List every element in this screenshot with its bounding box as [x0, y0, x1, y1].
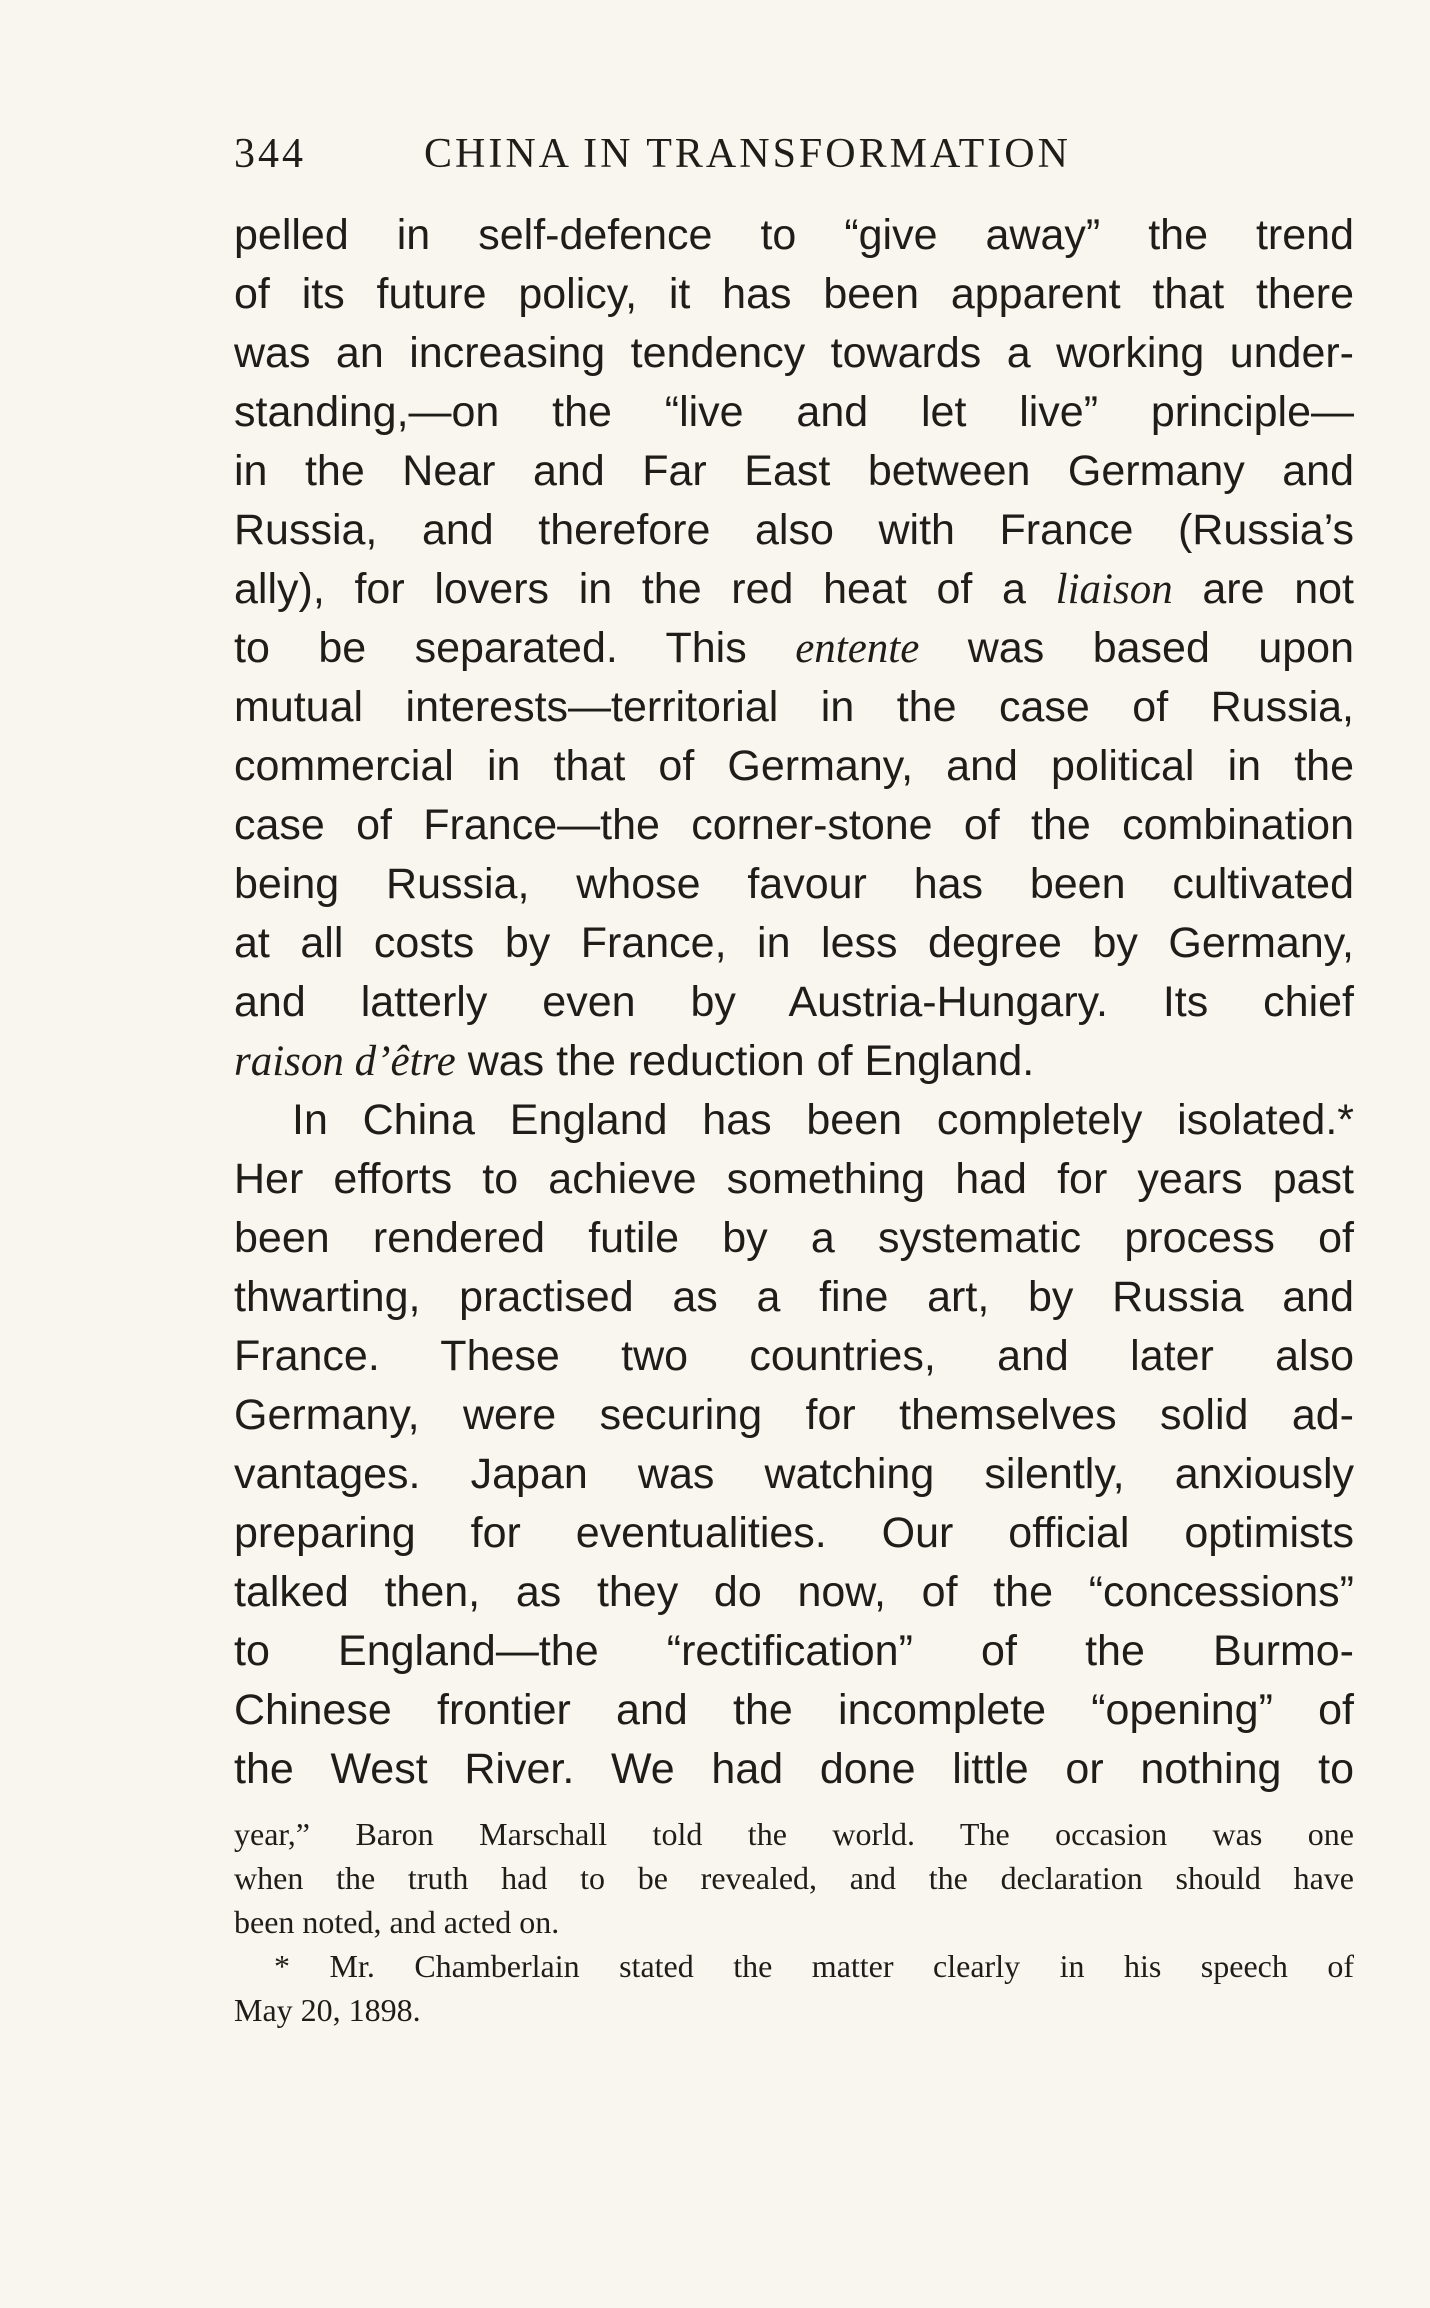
page-number: 344: [234, 131, 306, 177]
paragraph-start-line: In China England has been completely isolated.*: [292, 1096, 1354, 1144]
body-text: [234, 206, 1354, 1799]
footnote-line: when the truth had to be revealed, and the declaration should have: [234, 1860, 1354, 1896]
body-line: talked then, as they do now, of the “concessions”: [234, 1568, 1354, 1616]
text-run: was based upon: [919, 624, 1354, 672]
body-line: [234, 560, 1354, 619]
body-line: vantages. Japan was watching silently, anxiously: [234, 1450, 1354, 1498]
body-line: [234, 1032, 1354, 1091]
body-line: been rendered futile by a systematic process of: [234, 1214, 1354, 1262]
body-line: standing,—on the “live and let live” principle—: [234, 388, 1354, 436]
body-line: Her efforts to achieve something had for years past: [234, 1155, 1354, 1203]
body-line: mutual interests—territorial in the case of Russia,: [234, 683, 1354, 731]
body-line: Chinese frontier and the incomplete “opening” of: [234, 1686, 1354, 1734]
body-line: being Russia, whose favour has been cultivated: [234, 860, 1354, 908]
italic-term: liaison: [1055, 566, 1173, 613]
footnote-line: been noted, and acted on.: [234, 1904, 560, 1940]
body-line: of its future policy, it has been apparent that there: [234, 270, 1354, 318]
italic-term: entente: [795, 625, 920, 672]
body-line: the West River. We had done little or nothing to: [234, 1745, 1354, 1793]
footnote-line: year,” Baron Marschall told the world. The occasion was one: [234, 1816, 1354, 1852]
body-line: Germany, were securing for themselves solid ad-: [234, 1391, 1354, 1439]
text-run: ally), for lovers in the red heat of a: [234, 565, 1056, 613]
body-line: France. These two countries, and later also: [234, 1332, 1354, 1380]
body-line: [234, 619, 1354, 678]
body-line: and latterly even by Austria-Hungary. Its chief: [234, 978, 1354, 1026]
footnotes: [234, 1812, 1354, 2032]
body-line: at all costs by France, in less degree by Germany,: [234, 919, 1354, 967]
text-run: to be separated. This: [234, 624, 796, 672]
text-run: are not: [1172, 565, 1354, 613]
body-line: in the Near and Far East between Germany and: [234, 447, 1354, 495]
running-title: CHINA IN TRANSFORMATION: [424, 131, 1071, 177]
italic-term: raison d’être: [234, 1038, 456, 1085]
footnote-line: * Mr. Chamberlain stated the matter clearly in his speech of: [274, 1948, 1354, 1984]
body-line: preparing for eventualities. Our official optimists: [234, 1509, 1354, 1557]
body-line: case of France—the corner-stone of the combination: [234, 801, 1354, 849]
body-line: thwarting, practised as a fine art, by Russia and: [234, 1273, 1354, 1321]
body-line: Russia, and therefore also with France (Russia’s: [234, 506, 1354, 554]
body-line: to England—the “rectification” of the Burmo-: [234, 1627, 1354, 1675]
body-line: pelled in self-defence to “give away” the trend: [234, 211, 1354, 259]
footnote-line: May 20, 1898.: [234, 1992, 421, 2028]
text-run: was the reduction of England.: [455, 1037, 1035, 1085]
page-header: [234, 130, 1354, 180]
body-line: commercial in that of Germany, and political in the: [234, 742, 1354, 790]
body-line: was an increasing tendency towards a working under-: [234, 329, 1354, 377]
